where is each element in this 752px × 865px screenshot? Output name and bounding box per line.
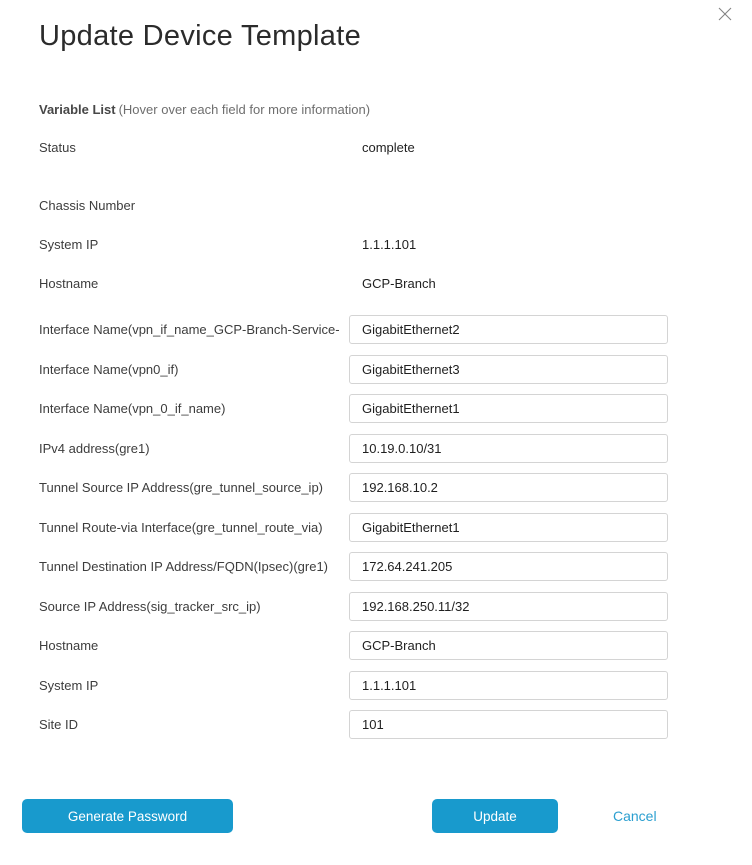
dialog-title: Update Device Template — [39, 20, 362, 52]
close-icon-glyph — [718, 7, 732, 21]
field-input[interactable] — [349, 513, 668, 542]
field-input[interactable] — [349, 552, 668, 581]
static-field-row — [39, 237, 713, 252]
field-input[interactable] — [349, 434, 668, 463]
input-field-row — [39, 394, 713, 423]
field-label: Interface Name(vpn_0_if_name) — [39, 401, 226, 416]
variable-list-title: Variable List — [39, 102, 116, 117]
field-label: Interface Name(vpn_if_name_GCP-Branch-Service- — [39, 322, 340, 337]
input-field-row — [39, 710, 713, 739]
input-field-row — [39, 315, 713, 344]
field-input[interactable] — [349, 671, 668, 700]
variable-list-heading — [39, 102, 370, 117]
field-input[interactable] — [349, 315, 668, 344]
field-label: Hostname — [39, 638, 99, 653]
input-field-rows — [39, 315, 713, 739]
static-field-row — [39, 140, 713, 155]
field-label: Source IP Address(sig_tracker_src_ip) — [39, 598, 261, 614]
input-field-row — [39, 355, 713, 384]
field-label: System IP — [39, 677, 99, 693]
field-label: Interface Name(vpn0_if) — [39, 361, 179, 377]
field-input[interactable] — [349, 592, 668, 621]
field-label: Tunnel Destination IP Address/FQDN(Ipsec)(gre1) — [39, 559, 329, 574]
input-field-row — [39, 513, 713, 542]
input-field-row — [39, 552, 713, 581]
generate-password-button[interactable]: Generate Password — [22, 799, 233, 833]
input-field-row — [39, 592, 713, 621]
field-value: GCP-Branch — [362, 276, 436, 291]
static-field-row — [39, 198, 713, 213]
variable-list — [39, 140, 713, 750]
cancel-link[interactable]: Cancel — [613, 808, 657, 824]
field-label: Tunnel Route-via Interface(gre_tunnel_route_via) — [39, 519, 323, 535]
input-field-row — [39, 434, 713, 463]
field-label: Hostname — [39, 276, 99, 291]
field-input[interactable] — [349, 473, 668, 502]
field-input[interactable] — [349, 394, 668, 423]
field-label: IPv4 address(gre1) — [39, 440, 150, 456]
static-field-row — [39, 276, 713, 291]
close-icon[interactable] — [717, 6, 733, 22]
input-field-row — [39, 631, 713, 660]
field-value: complete — [362, 140, 415, 155]
field-label: System IP — [39, 237, 99, 252]
field-label: Tunnel Source IP Address(gre_tunnel_source_ip) — [39, 480, 324, 495]
field-input[interactable] — [349, 710, 668, 739]
field-input[interactable] — [349, 631, 668, 660]
dialog-footer — [0, 799, 752, 835]
field-value: 1.1.1.101 — [362, 237, 417, 252]
field-label: Site ID — [39, 717, 79, 732]
update-button[interactable]: Update — [432, 799, 558, 833]
field-label: Status — [39, 140, 76, 155]
input-field-row — [39, 671, 713, 700]
field-label: Chassis Number — [39, 198, 136, 213]
field-input[interactable] — [349, 355, 668, 384]
static-field-rows — [39, 140, 713, 291]
input-field-row — [39, 473, 713, 502]
variable-list-hint: (Hover over each field for more information) — [118, 102, 371, 117]
